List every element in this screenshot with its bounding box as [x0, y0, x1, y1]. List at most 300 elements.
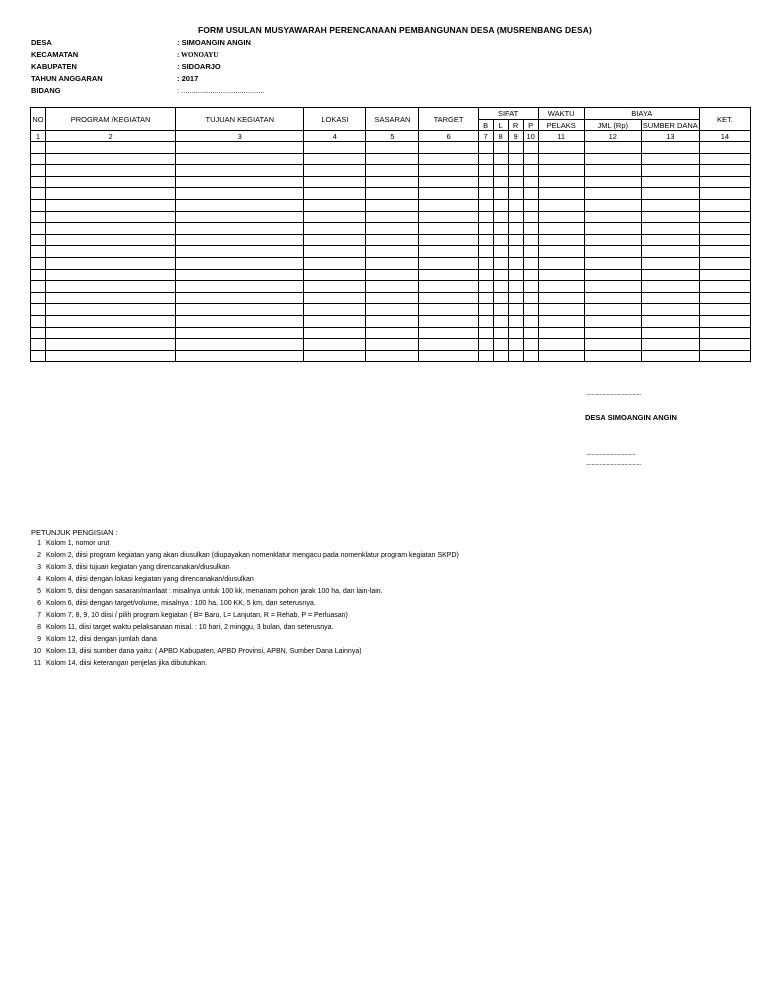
table-cell[interactable]: [584, 292, 641, 304]
table-cell[interactable]: [699, 339, 750, 351]
table-cell[interactable]: [523, 281, 538, 293]
table-cell[interactable]: [304, 339, 366, 351]
table-cell[interactable]: [508, 176, 523, 188]
table-cell[interactable]: [478, 304, 493, 316]
table-cell[interactable]: [419, 176, 478, 188]
table-cell[interactable]: [538, 153, 584, 165]
table-cell[interactable]: [366, 211, 419, 223]
table-cell[interactable]: [176, 327, 304, 339]
table-cell[interactable]: [699, 292, 750, 304]
header-no: NO: [31, 108, 46, 131]
table-cell[interactable]: [419, 269, 478, 281]
table-cell[interactable]: [523, 315, 538, 327]
table-cell[interactable]: [31, 211, 46, 223]
table-cell[interactable]: [31, 234, 46, 246]
table-cell[interactable]: [46, 350, 176, 362]
header-program: PROGRAM /KEGIATAN: [46, 108, 176, 131]
table-cell[interactable]: [176, 176, 304, 188]
header-sifat-r: R: [508, 120, 523, 131]
table-cell[interactable]: [699, 223, 750, 235]
table-cell[interactable]: [176, 188, 304, 200]
table-cell[interactable]: [46, 223, 176, 235]
table-cell[interactable]: [366, 142, 419, 154]
table-cell[interactable]: [419, 234, 478, 246]
table-cell[interactable]: [478, 188, 493, 200]
meta-value: : ........................................: [177, 86, 265, 95]
table-cell[interactable]: [419, 142, 478, 154]
table-cell[interactable]: [523, 269, 538, 281]
header-sasaran: SASARAN: [366, 108, 419, 131]
table-cell[interactable]: [176, 339, 304, 351]
table-cell[interactable]: [493, 176, 508, 188]
table-cell[interactable]: [419, 350, 478, 362]
table-cell[interactable]: [478, 327, 493, 339]
table-cell[interactable]: [493, 223, 508, 235]
column-number: 8: [493, 131, 508, 142]
table-cell[interactable]: [419, 246, 478, 258]
table-cell[interactable]: [304, 199, 366, 211]
table-row: [31, 176, 751, 188]
table-cell[interactable]: [31, 199, 46, 211]
table-cell[interactable]: [508, 292, 523, 304]
table-cell[interactable]: [508, 327, 523, 339]
table-cell[interactable]: [508, 223, 523, 235]
table-cell[interactable]: [508, 142, 523, 154]
table-cell[interactable]: [641, 339, 699, 351]
table-cell[interactable]: [366, 176, 419, 188]
table-cell[interactable]: [419, 153, 478, 165]
table-cell[interactable]: [493, 315, 508, 327]
table-cell[interactable]: [419, 315, 478, 327]
table-cell[interactable]: [31, 327, 46, 339]
table-cell[interactable]: [176, 153, 304, 165]
table-cell[interactable]: [31, 246, 46, 258]
table-cell[interactable]: [641, 211, 699, 223]
signature-dots-bottom: ........................................: [586, 461, 641, 467]
table-cell[interactable]: [419, 281, 478, 293]
table-cell[interactable]: [176, 223, 304, 235]
table-cell[interactable]: [366, 246, 419, 258]
table-cell[interactable]: [304, 176, 366, 188]
table-cell[interactable]: [46, 211, 176, 223]
table-cell[interactable]: [366, 281, 419, 293]
table-cell[interactable]: [304, 234, 366, 246]
table-cell[interactable]: [523, 304, 538, 316]
table-cell[interactable]: [366, 223, 419, 235]
table-cell[interactable]: [493, 281, 508, 293]
table-cell[interactable]: [31, 165, 46, 177]
table-cell[interactable]: [31, 281, 46, 293]
table-cell[interactable]: [584, 199, 641, 211]
table-cell[interactable]: [304, 257, 366, 269]
table-cell[interactable]: [699, 257, 750, 269]
table-cell[interactable]: [538, 257, 584, 269]
table-cell[interactable]: [493, 257, 508, 269]
table-cell[interactable]: [523, 176, 538, 188]
table-cell[interactable]: [304, 211, 366, 223]
instruction-number: 1: [37, 540, 41, 547]
table-cell[interactable]: [478, 339, 493, 351]
table-cell[interactable]: [176, 304, 304, 316]
table-cell[interactable]: [699, 176, 750, 188]
table-cell[interactable]: [538, 304, 584, 316]
table-cell[interactable]: [478, 350, 493, 362]
table-cell[interactable]: [523, 188, 538, 200]
table-cell[interactable]: [584, 142, 641, 154]
table-cell[interactable]: [538, 176, 584, 188]
table-cell[interactable]: [493, 304, 508, 316]
table-cell[interactable]: [641, 281, 699, 293]
table-cell[interactable]: [584, 257, 641, 269]
table-cell[interactable]: [508, 281, 523, 293]
table-cell[interactable]: [304, 304, 366, 316]
table-cell[interactable]: [584, 234, 641, 246]
table-cell[interactable]: [366, 350, 419, 362]
instruction-text: Kolom 4, diisi dengan lokasi kegiatan yang direncanakan/diusulkan: [46, 576, 254, 583]
table-cell[interactable]: [31, 339, 46, 351]
table-cell[interactable]: [46, 153, 176, 165]
table-cell[interactable]: [508, 211, 523, 223]
table-cell[interactable]: [304, 269, 366, 281]
table-cell[interactable]: [584, 211, 641, 223]
table-cell[interactable]: [493, 246, 508, 258]
table-cell[interactable]: [419, 339, 478, 351]
table-cell[interactable]: [523, 292, 538, 304]
table-cell[interactable]: [584, 269, 641, 281]
table-cell[interactable]: [46, 234, 176, 246]
column-number: 3: [176, 131, 304, 142]
table-cell[interactable]: [641, 223, 699, 235]
table-cell[interactable]: [493, 339, 508, 351]
table-cell[interactable]: [46, 281, 176, 293]
table-cell[interactable]: [366, 188, 419, 200]
table-cell[interactable]: [31, 257, 46, 269]
header-waktu: WAKTU: [538, 108, 584, 120]
table-cell[interactable]: [523, 223, 538, 235]
table-cell[interactable]: [46, 246, 176, 258]
column-number: 9: [508, 131, 523, 142]
instruction-text: Kolom 14, diisi keterangan penjelas jika dibutuhkan.: [46, 660, 208, 667]
table-cell[interactable]: [478, 269, 493, 281]
table-cell[interactable]: [493, 327, 508, 339]
table-cell[interactable]: [31, 269, 46, 281]
table-cell[interactable]: [538, 188, 584, 200]
table-cell[interactable]: [538, 315, 584, 327]
table-cell[interactable]: [31, 153, 46, 165]
table-cell[interactable]: [46, 327, 176, 339]
table-cell[interactable]: [493, 269, 508, 281]
table-cell[interactable]: [366, 339, 419, 351]
table-cell[interactable]: [538, 165, 584, 177]
table-cell[interactable]: [46, 257, 176, 269]
table-cell[interactable]: [419, 211, 478, 223]
table-cell[interactable]: [641, 188, 699, 200]
table-cell[interactable]: [366, 257, 419, 269]
table-cell[interactable]: [419, 165, 478, 177]
column-number: 6: [419, 131, 478, 142]
table-cell[interactable]: [523, 350, 538, 362]
table-cell[interactable]: [584, 315, 641, 327]
table-cell[interactable]: [419, 327, 478, 339]
table-cell[interactable]: [304, 350, 366, 362]
table-cell[interactable]: [46, 304, 176, 316]
instruction-text: Kolom 13, diisi sumber dana yaitu: ( APBD Kabupaten, APBD Provinsi, APBN, Sumber Dana Lainnya): [46, 648, 362, 655]
table-cell[interactable]: [478, 176, 493, 188]
instruction-number: 11: [33, 660, 41, 667]
table-cell[interactable]: [31, 223, 46, 235]
instruction-number: 3: [37, 564, 41, 571]
instruction-text: Kolom 12, diisi dengan jumlah dana: [46, 636, 157, 643]
table-cell[interactable]: [478, 257, 493, 269]
table-row: [31, 304, 751, 316]
table-cell[interactable]: [584, 327, 641, 339]
table-cell[interactable]: [46, 269, 176, 281]
table-cell[interactable]: [538, 223, 584, 235]
table-cell[interactable]: [31, 350, 46, 362]
table-cell[interactable]: [493, 292, 508, 304]
table-cell[interactable]: [46, 176, 176, 188]
table-cell[interactable]: [419, 292, 478, 304]
table-cell[interactable]: [366, 234, 419, 246]
table-cell[interactable]: [478, 223, 493, 235]
table-cell[interactable]: [304, 165, 366, 177]
table-cell[interactable]: [584, 350, 641, 362]
table-cell[interactable]: [304, 153, 366, 165]
table-cell[interactable]: [508, 165, 523, 177]
table-cell[interactable]: [584, 304, 641, 316]
table-cell[interactable]: [419, 199, 478, 211]
table-cell[interactable]: [699, 165, 750, 177]
table-cell[interactable]: [366, 199, 419, 211]
table-cell[interactable]: [176, 281, 304, 293]
table-cell[interactable]: [176, 292, 304, 304]
column-number: 1: [31, 131, 46, 142]
table-cell[interactable]: [419, 304, 478, 316]
table-cell[interactable]: [304, 188, 366, 200]
table-cell[interactable]: [31, 315, 46, 327]
table-cell[interactable]: [31, 292, 46, 304]
table-cell[interactable]: [699, 350, 750, 362]
table-cell[interactable]: [641, 257, 699, 269]
table-cell[interactable]: [508, 304, 523, 316]
column-number: 13: [641, 131, 699, 142]
table-cell[interactable]: [493, 211, 508, 223]
table-cell[interactable]: [478, 292, 493, 304]
table-cell[interactable]: [31, 188, 46, 200]
table-cell[interactable]: [641, 176, 699, 188]
table-cell[interactable]: [304, 327, 366, 339]
table-cell[interactable]: [31, 176, 46, 188]
table-cell[interactable]: [419, 257, 478, 269]
table-cell[interactable]: [419, 188, 478, 200]
table-cell[interactable]: [478, 281, 493, 293]
table-cell[interactable]: [304, 292, 366, 304]
table-cell[interactable]: [508, 257, 523, 269]
table-cell[interactable]: [538, 269, 584, 281]
table-cell[interactable]: [641, 315, 699, 327]
table-cell[interactable]: [538, 142, 584, 154]
table-cell[interactable]: [493, 350, 508, 362]
table-cell[interactable]: [523, 165, 538, 177]
table-cell[interactable]: [641, 142, 699, 154]
table-cell[interactable]: [523, 234, 538, 246]
table-cell[interactable]: [478, 199, 493, 211]
table-cell[interactable]: [366, 292, 419, 304]
table-cell[interactable]: [493, 142, 508, 154]
table-cell[interactable]: [478, 165, 493, 177]
table-cell[interactable]: [508, 315, 523, 327]
table-cell[interactable]: [523, 211, 538, 223]
table-cell[interactable]: [699, 199, 750, 211]
table-cell[interactable]: [699, 304, 750, 316]
signature-dots-mid: ....................................: [586, 451, 636, 457]
table-row: [31, 223, 751, 235]
table-cell[interactable]: [176, 269, 304, 281]
table-cell[interactable]: [584, 188, 641, 200]
table-cell[interactable]: [699, 327, 750, 339]
table-cell[interactable]: [493, 234, 508, 246]
column-number: 14: [699, 131, 750, 142]
table-cell[interactable]: [508, 269, 523, 281]
table-cell[interactable]: [478, 211, 493, 223]
table-cell[interactable]: [46, 165, 176, 177]
table-cell[interactable]: [699, 234, 750, 246]
table-cell[interactable]: [366, 304, 419, 316]
table-cell[interactable]: [538, 327, 584, 339]
table-cell[interactable]: [699, 211, 750, 223]
table-cell[interactable]: [493, 188, 508, 200]
table-cell[interactable]: [538, 211, 584, 223]
table-cell[interactable]: [478, 315, 493, 327]
table-cell[interactable]: [31, 142, 46, 154]
table-cell[interactable]: [508, 234, 523, 246]
table-cell[interactable]: [523, 257, 538, 269]
table-cell[interactable]: [523, 153, 538, 165]
table-cell[interactable]: [176, 211, 304, 223]
table-cell[interactable]: [366, 269, 419, 281]
table-cell[interactable]: [46, 199, 176, 211]
table-cell[interactable]: [176, 199, 304, 211]
table-cell[interactable]: [641, 165, 699, 177]
table-cell[interactable]: [176, 142, 304, 154]
table-cell[interactable]: [538, 234, 584, 246]
table-cell[interactable]: [493, 153, 508, 165]
table-cell[interactable]: [508, 199, 523, 211]
table-cell[interactable]: [304, 142, 366, 154]
meta-label: TAHUN ANGGARAN: [31, 74, 103, 83]
table-cell[interactable]: [538, 281, 584, 293]
table-cell[interactable]: [46, 142, 176, 154]
table-cell[interactable]: [584, 153, 641, 165]
table-cell[interactable]: [699, 281, 750, 293]
table-cell[interactable]: [641, 269, 699, 281]
table-cell[interactable]: [176, 234, 304, 246]
table-row: [31, 246, 751, 258]
meta-value: : WONOAYU: [177, 51, 219, 59]
table-cell[interactable]: [366, 327, 419, 339]
table-cell[interactable]: [304, 246, 366, 258]
table-cell[interactable]: [538, 246, 584, 258]
table-cell[interactable]: [523, 199, 538, 211]
table-cell[interactable]: [641, 292, 699, 304]
table-cell[interactable]: [31, 304, 46, 316]
table-cell[interactable]: [641, 246, 699, 258]
table-cell[interactable]: [699, 153, 750, 165]
table-cell[interactable]: [176, 165, 304, 177]
table-cell[interactable]: [508, 153, 523, 165]
header-ket: KET.: [699, 108, 750, 131]
table-cell[interactable]: [46, 315, 176, 327]
table-cell[interactable]: [523, 246, 538, 258]
table-cell[interactable]: [478, 234, 493, 246]
table-cell[interactable]: [584, 223, 641, 235]
table-cell[interactable]: [478, 142, 493, 154]
table-cell[interactable]: [699, 269, 750, 281]
table-cell[interactable]: [523, 327, 538, 339]
table-cell[interactable]: [523, 142, 538, 154]
table-cell[interactable]: [584, 246, 641, 258]
table-cell[interactable]: [584, 339, 641, 351]
table-cell[interactable]: [366, 315, 419, 327]
table-cell[interactable]: [304, 223, 366, 235]
table-cell[interactable]: [699, 246, 750, 258]
table-cell[interactable]: [699, 315, 750, 327]
table-cell[interactable]: [538, 292, 584, 304]
table-cell[interactable]: [508, 246, 523, 258]
table-cell[interactable]: [641, 153, 699, 165]
table-cell[interactable]: [478, 246, 493, 258]
table-cell[interactable]: [641, 327, 699, 339]
table-cell[interactable]: [46, 188, 176, 200]
table-cell[interactable]: [538, 350, 584, 362]
instruction-text: Kolom 2, diisi program kegiatan yang akan diusulkan (diupayakan nomenklatur mengacu pada nomenklatur program kegiatan SKPD): [46, 552, 459, 559]
table-cell[interactable]: [366, 153, 419, 165]
table-cell[interactable]: [176, 246, 304, 258]
table-cell[interactable]: [304, 281, 366, 293]
table-cell[interactable]: [366, 165, 419, 177]
table-cell[interactable]: [508, 339, 523, 351]
table-cell[interactable]: [641, 304, 699, 316]
table-cell[interactable]: [584, 281, 641, 293]
table-cell[interactable]: [699, 188, 750, 200]
table-cell[interactable]: [641, 350, 699, 362]
instruction-number: 8: [37, 624, 41, 631]
table-cell[interactable]: [46, 339, 176, 351]
instruction-text: Kolom 11, diisi target waktu pelaksanaan misal. : 10 hari, 2 minggu, 3 bulan, dan seterusnya.: [46, 624, 334, 631]
table-cell[interactable]: [419, 223, 478, 235]
instruction-number: 10: [33, 648, 41, 655]
table-cell[interactable]: [493, 165, 508, 177]
table-cell[interactable]: [584, 165, 641, 177]
table-cell[interactable]: [523, 339, 538, 351]
table-cell[interactable]: [699, 142, 750, 154]
table-cell[interactable]: [304, 315, 366, 327]
table-cell[interactable]: [508, 350, 523, 362]
table-cell[interactable]: [538, 199, 584, 211]
table-cell[interactable]: [493, 199, 508, 211]
table-cell[interactable]: [641, 199, 699, 211]
table-cell[interactable]: [46, 292, 176, 304]
table-cell[interactable]: [538, 339, 584, 351]
table-cell[interactable]: [176, 350, 304, 362]
table-cell[interactable]: [176, 315, 304, 327]
table-cell[interactable]: [176, 257, 304, 269]
table-cell[interactable]: [584, 176, 641, 188]
table-cell[interactable]: [641, 234, 699, 246]
table-cell[interactable]: [508, 188, 523, 200]
header-tujuan: TUJUAN KEGIATAN: [176, 108, 304, 131]
table-cell[interactable]: [478, 153, 493, 165]
